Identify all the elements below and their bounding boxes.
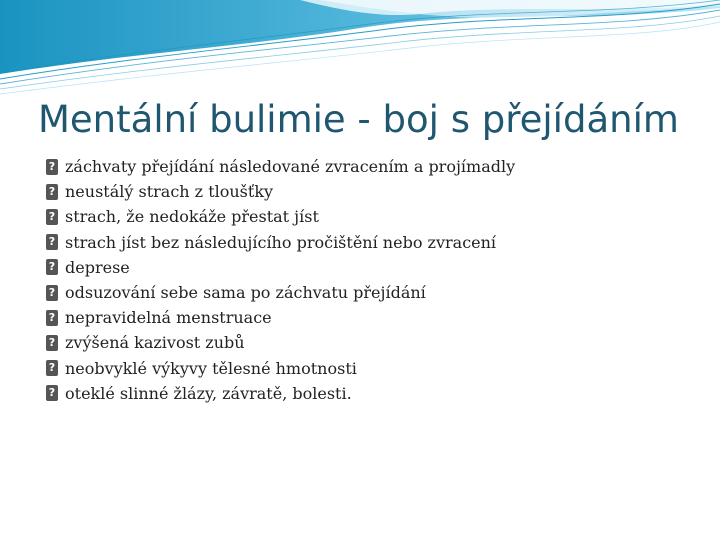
bullet-text: strach, že nedokáže přestat jíst [65, 207, 319, 227]
bullet-text: neustálý strach z tloušťky [65, 182, 274, 202]
list-item [46, 305, 706, 330]
list-item [46, 356, 706, 381]
missing-glyph-icon [46, 259, 58, 275]
list-item [46, 255, 706, 280]
missing-glyph-icon [46, 360, 58, 376]
bullet-text: zvýšená kazivost zubů [65, 333, 245, 353]
missing-glyph-icon [46, 385, 58, 401]
bullet-text: strach jíst bez následujícího pročištění nebo zvracení [65, 232, 497, 252]
list-item [46, 179, 706, 204]
bullet-text: nepravidelná menstruace [65, 308, 272, 328]
list-item [46, 280, 706, 305]
missing-glyph-icon [46, 159, 58, 175]
bullet-text: oteklé slinné žlázy, závratě, bolesti. [65, 383, 352, 403]
bullet-text: neobvyklé výkyvy tělesné hmotnosti [65, 358, 357, 378]
missing-glyph-icon [46, 335, 58, 351]
missing-glyph-icon [46, 184, 58, 200]
list-item [46, 154, 706, 179]
bullet-text: odsuzování sebe sama po záchvatu přejídání [65, 283, 426, 303]
missing-glyph-icon [46, 209, 58, 225]
list-item [46, 381, 706, 406]
missing-glyph-icon [46, 234, 58, 250]
bullet-text: deprese [65, 257, 130, 277]
missing-glyph-icon [46, 285, 58, 301]
list-item [46, 204, 706, 229]
bullet-text: záchvaty přejídání následované zvracením a projímadly [65, 157, 516, 177]
slide-title: Mentální bulimie - boj s přejídáním [38, 98, 679, 141]
bullet-list [46, 154, 706, 406]
list-item [46, 330, 706, 355]
missing-glyph-icon [46, 310, 58, 326]
wave-header-decoration [0, 0, 720, 100]
list-item [46, 230, 706, 255]
